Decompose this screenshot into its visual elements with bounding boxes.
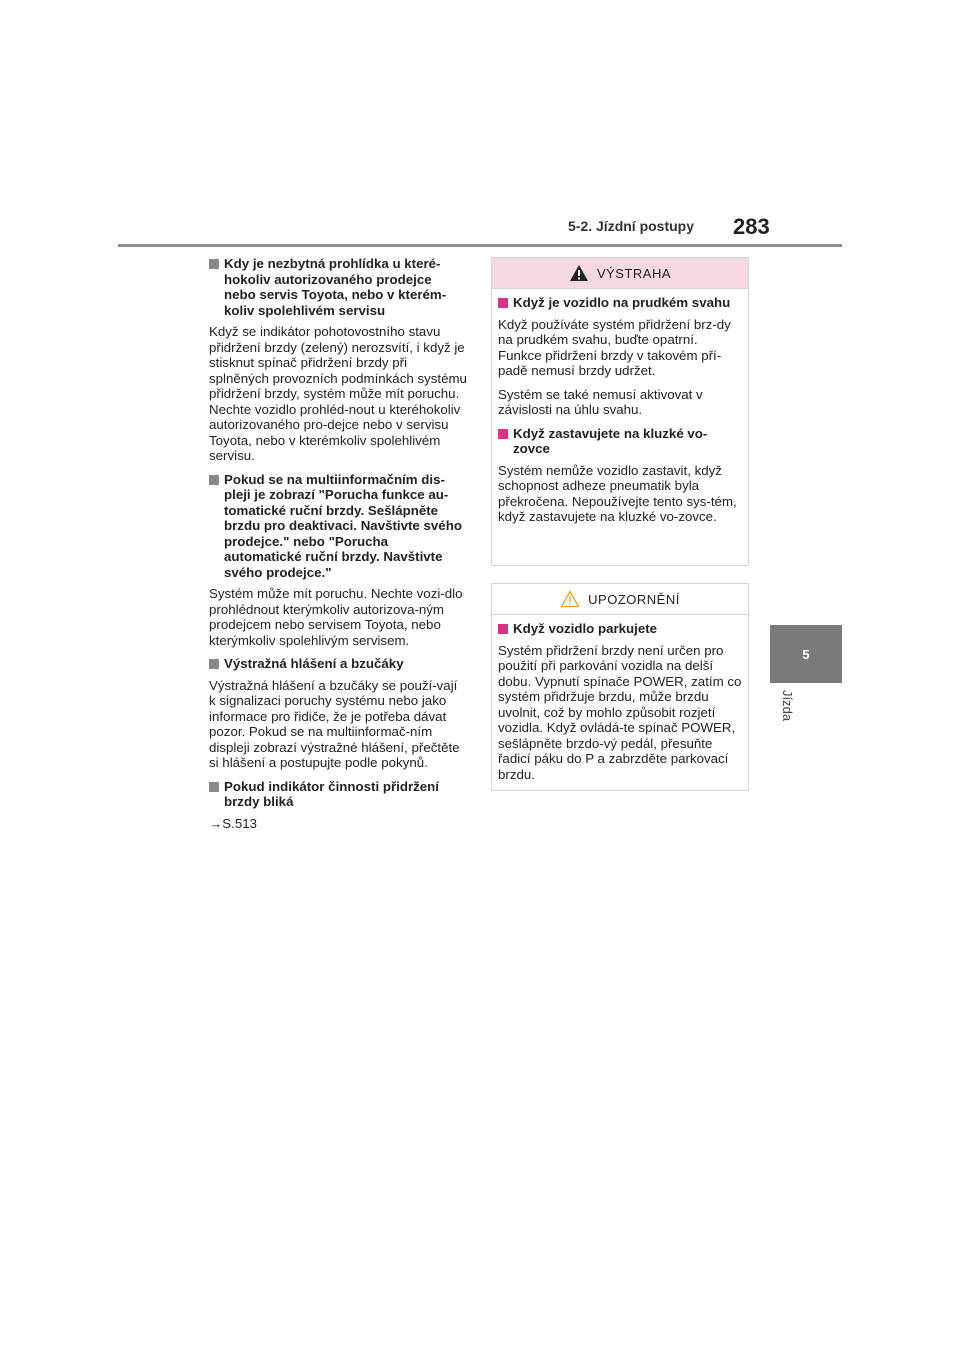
square-bullet-icon: [498, 624, 508, 634]
header-rule: [118, 244, 842, 247]
notice-title: UPOZORNĚNÍ: [588, 591, 680, 607]
section-body: Výstražná hlášení a bzučáky se použí-vají k signalizaci poruchy systému nebo jako informace pro řidiče, že je potřeba dávat pozor. Pokud se na multiinformač-ním displeji zobrazí výstražné hlášení, přečtěte si hlášení a postupujte podle pokynů.: [209, 677, 460, 770]
paragraph: Když používáte systém přidržení brz-dy na prudkém svahu, buďte opatrní. Funkce přidržení brzdy v takovém pří-padě nemusí brzdy udržet.: [498, 316, 731, 378]
section-heading: Výstražná hlášení a bzučáky: [209, 656, 467, 672]
warning-box: [491, 257, 749, 566]
section-heading: Když je vozidlo na prudkém svahu: [498, 295, 742, 311]
chapter-tab: 5: [770, 625, 842, 683]
header-section: 5-2. Jízdní postupy: [568, 218, 695, 234]
section-heading: Pokud se na multiinformačním dis-pleji je zobrazí "Porucha funkce au-tomatické ruční brzdy. Sešlápněte brzdu pro deaktivaci. Navštivte svého prodejce." nebo "Porucha automatické ruční brzdy. Navštivte svého prodejce.": [209, 472, 467, 581]
page-number: 283: [733, 214, 770, 239]
chapter-title: Jízda: [780, 690, 795, 722]
square-bullet-icon: [498, 429, 508, 439]
paragraph: Systém se také nemusí aktivovat v závislosti na úhlu svahu.: [498, 386, 703, 417]
paragraph: Systém nemůže vozidlo zastavit, když schopnost adheze pneumatik byla překročena. Nepoužívejte tento sys-tém, když zastavujete na kluzké vo-zovce.: [498, 462, 737, 524]
square-bullet-icon: [209, 782, 219, 792]
section-heading: Když vozidlo parkujete: [498, 621, 742, 637]
square-bullet-icon: [209, 259, 219, 269]
section-heading: Když zastavujete na kluzké vo-zovce: [498, 426, 742, 457]
section-heading: Kdy je nezbytná prohlídka u které-hokoliv autorizovaného prodejce nebo servis Toyota, nebo v kterém-koliv spolehlivém servisu: [209, 256, 467, 318]
paragraph: Systém přidržení brzdy není určen pro použití při parkování vozidla na delší dobu. Vypnutí spínače POWER, zatím co systém přidržuje brzdu, může brzdu uvolnit, což by mohlo způsobit rozjetí vozidla. Když ovládá-te spínač POWER, sešlápněte brzdo-vý pedál, přesuňte řadicí páku do P a zabrzděte parkovací brzdu.: [498, 642, 742, 782]
square-bullet-icon: [209, 659, 219, 669]
section-heading: Pokud indikátor činnosti přidržení brzdy bliká: [209, 779, 467, 810]
section-body: Když se indikátor pohotovostního stavu přidržení brzdy (zelený) nerozsvítí, i když je stisknut spínač přidržení brzdy při splněných provozních podmínkách systému přidržení brzdy, systém může mít poruchu. Nechte vozidlo prohléd-nout u kteréhokoliv autorizovaného pro-dejce nebo v servisu Toyota, nebo v kterémkoliv spolehlivém servisu.: [209, 324, 467, 463]
notice-content: [492, 615, 748, 782]
warning-triangle-filled-icon: [569, 264, 589, 282]
warning-title: VÝSTRAHA: [596, 265, 672, 281]
warning-content: [492, 289, 748, 525]
warning-header: [492, 258, 748, 289]
left-column: [209, 256, 467, 831]
notice-header: [492, 584, 748, 615]
square-bullet-icon: [209, 475, 219, 485]
page-reference-link[interactable]: →S.513: [209, 815, 258, 831]
notice-box: [491, 583, 749, 791]
warning-triangle-outline-icon: [560, 590, 580, 608]
square-bullet-icon: [498, 298, 508, 308]
section-body: Systém může mít poruchu. Nechte vozi-dlo prohlédnout kterýmkoliv autorizova-ným prodejcem nebo servisem Toyota, nebo kterýmkoliv spolehlivým servisem.: [209, 586, 463, 648]
